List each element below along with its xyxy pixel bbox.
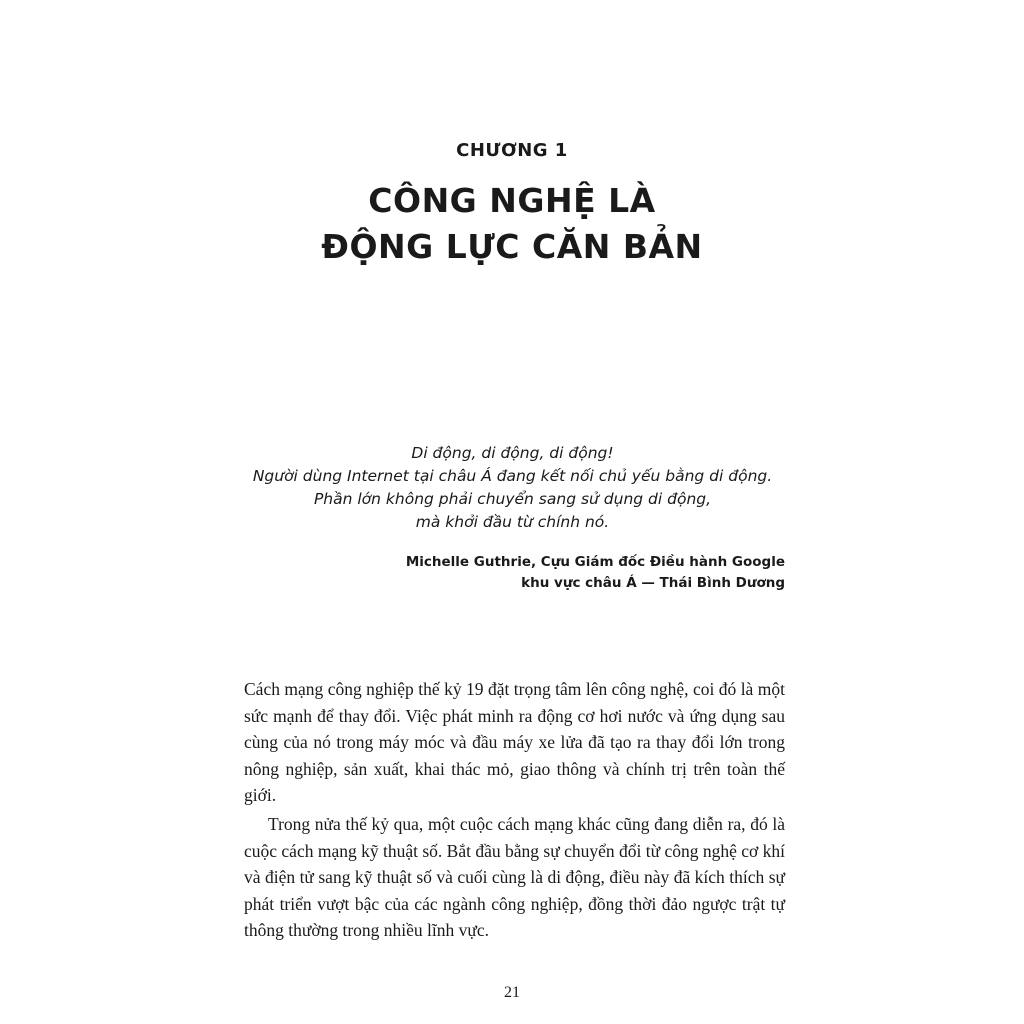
- body-paragraph-2: Trong nửa thế kỷ qua, một cuộc cách mạng khác cũng đang diễn ra, đó là cuộc cách mạng kỹ thuật số. Bắt đầu bằng sự chuyển đổi từ công nghệ cơ khí và điện tử sang kỹ thuật số và cuối cùng là di động, điều này đã kích thích sự phát triển vượt bậc của các ngành công nghiệp, đồng thời đảo ngược trật tự thông thường trong nhiều lĩnh vực.: [244, 813, 785, 941]
- body-text: [244, 676, 785, 944]
- attribution-line-2: khu vực châu Á — Thái Bình Dương: [521, 575, 785, 591]
- body-paragraph-1: Cách mạng công nghiệp thế kỷ 19 đặt trọng tâm lên công nghệ, coi đó là một sức mạnh để thay đổi. Việc phát minh ra động cơ hơi nước và ứng dụng sau cùng của nó trong máy móc và đầu máy xe lửa đã tạo ra thay đổi lớn trong nông nghiệp, sản xuất, khai thác mỏ, giao thông và chính trị trên toàn thế giới.: [244, 679, 785, 806]
- attribution-line-1: Michelle Guthrie, Cựu Giám đốc Điều hành Google: [405, 554, 785, 570]
- epigraph-line: Phần lớn không phải chuyển sang sử dụng di động,: [313, 490, 712, 508]
- chapter-title-line-1: CÔNG NGHỆ LÀ: [368, 181, 656, 220]
- epigraph-line: Di động, di động, di động!: [411, 444, 614, 462]
- epigraph-line: mà khởi đầu từ chính nó.: [415, 513, 610, 531]
- epigraph-line: Người dùng Internet tại châu Á đang kết nối chủ yếu bằng di động.: [252, 467, 773, 485]
- page-number: 21: [504, 984, 520, 1001]
- chapter-title: [0, 178, 1024, 270]
- epigraph-attribution: [300, 552, 785, 594]
- chapter-title-line-2: ĐỘNG LỰC CĂN BẢN: [321, 227, 703, 266]
- epigraph-quote: [240, 442, 785, 534]
- chapter-label: CHƯƠNG 1: [456, 140, 568, 161]
